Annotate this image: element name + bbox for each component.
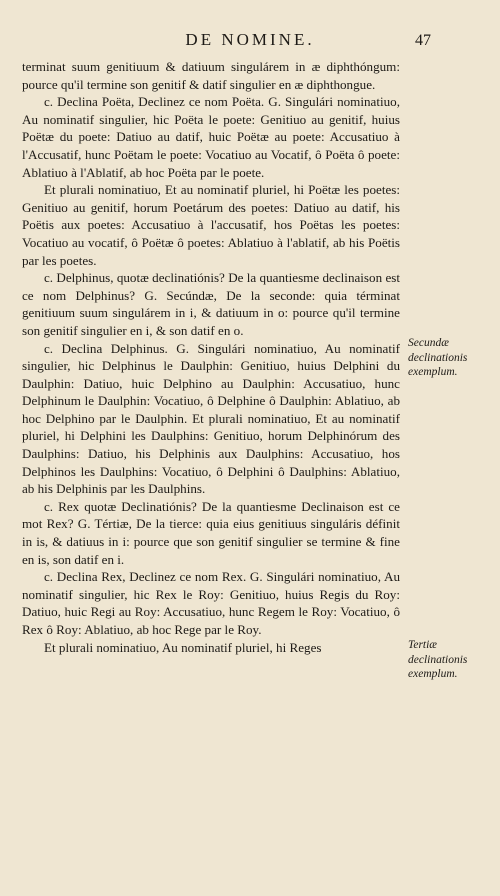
paragraph-3: Et plurali nominatiuo, Et au nominatif pluriel, hi Poëtæ les poetes: Genitiuo au genitif, horum Poetárum des poetes: Datiuo au datif, his Poëtis aux poetes: Accusatiuo à l'accusatif, hos Poëtas les poetes: Vocatiuo au vocatif, ô Poëtæ ô poetes: Ablatiuo à l'ablatif, ab his Poëtis par les poetes. [22,182,400,268]
paragraph-1: terminat suum genitiuum & datiuum singulárem in æ diphthóngum: pource qu'il termine son genitif & datif singulier en æ diphthongue. [22,59,400,92]
paragraph-6: c. Rex quotæ Declinatiónis? De la quantiesme Declinaison est ce mot Rex? G. Tértiæ, De la tierce: quia eius genitiuus singuláris définit in is, & datiuus in i: pource que son genitif singulier se termine & fine en is, son datif en i. [22,498,400,567]
margin-note-tertia: Tertiæ declinationis exemplum. [408,639,468,680]
paragraph-7: c. Declina Rex, Declinez ce nom Rex. G. Singulári nominatiuo, Au nominatif singulier, hic Rex le Roy: Genitiuo, huius Regis du Roy: Datiuo, huic Regi au Roy: Accusatiuo, hunc Regem le Roy: Vocatiuo, ô Rex ô Roy: Ablatiuo, ab hoc Rege par le Roy. [22,569,400,637]
paragraph-8: Et plurali nominatiuo, Au nominatif pluriel, hi Reges [44,639,322,655]
running-title: DE NOMINE. [185,30,315,49]
main-text-column [22,58,400,656]
paragraph-4: c. Delphinus, quotæ declinatiónis? De la quantiesme declinaison est ce nom Delphinus? G. Secúndæ, De la seconde: quia términat genitiuum suum singulárem in i, & datiuum in o: pource qu'il termine son genitif singulier en i, & son datif en o. [22,270,400,338]
paragraph-5: c. Declina Delphinus. G. Singulári nominatiuo, Au nominatif singulier, hic Delphinus le Daulphin: Genitiuo, huius Delphini du Daulphin: Datiuo, huic Delphino au Daulphin: Accusatiuo, hunc Delphinum le Daulphin: Vocatiuo, ô Delphine ô Daulphin: Ablatiuo, ab hoc Delphino par le Daulphin. Et plurali nominatiuo, Et au nominatif pluriel, hi Delphini les Daulphins: Genitiuo, horum Delphinórum des Daulphins: Datiuo, his Delphinis aux Daulphins: Accusatiuo, hos Delphinos les Daulphins: Vocatiuo, ô Delphini ô Daulphins: Ablatiuo, ab his Delphinis par les Daulphins. [22,340,400,497]
margin-note-secunda: Secundæ declinationis exemplum. [408,337,468,378]
page-header [0,30,500,58]
paragraph-2: c. Declina Poëta, Declinez ce nom Poëta. G. Singulári nominatiuo, Au nominatif singulier, hic Poëta le poete: Genitiuo au genitif, huius Poëtæ du poete: Datiuo au datif, huic Poëtæ au poete: Accusatiuo à l'Accusatif, hunc Poëtam le poete: Vocatiuo au Vocatif, ô Poëta ô poete: Ablatiuo à l'Ablatif, ab hoc Poëta par le poete. [22,94,400,180]
page-number: 47 [415,32,431,49]
